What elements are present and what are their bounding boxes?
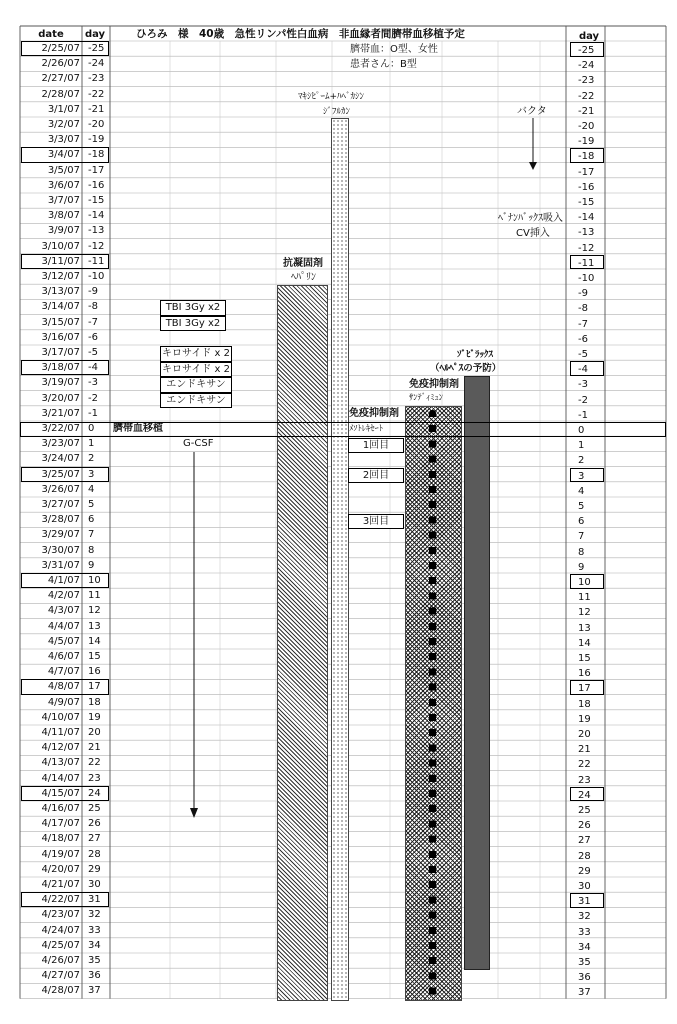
row-date: 3/17/07 <box>41 347 80 358</box>
row-day-right: 17 <box>578 683 591 695</box>
cv-label: CV挿入 <box>516 228 550 239</box>
row-day: 25 <box>88 803 101 814</box>
sulfa-bar <box>331 118 349 1001</box>
row-day-right: 7 <box>578 531 585 543</box>
bactra-label: バクタ <box>517 106 547 117</box>
row-day-right: 3 <box>578 470 585 482</box>
row-date: 3/24/07 <box>41 453 80 465</box>
row-day-right: 2 <box>578 455 585 467</box>
row-date: 3/12/07 <box>41 271 80 282</box>
row-day-right: -13 <box>578 227 595 239</box>
mtx-dose-1: 1回目 <box>348 438 404 453</box>
gcsf-label: G-CSF <box>183 438 214 449</box>
row-day-right: -1 <box>578 409 588 421</box>
row-date: 4/15/07 <box>41 787 80 799</box>
row-date: 4/22/07 <box>41 894 80 906</box>
row-day-right: 23 <box>578 774 591 786</box>
row-date: 3/28/07 <box>41 514 80 526</box>
row-day: 2 <box>88 453 95 465</box>
row-day: -23 <box>88 73 105 85</box>
row-date: 4/7/07 <box>47 666 80 678</box>
row-day-right: -2 <box>578 394 588 406</box>
row-day-right: -16 <box>578 181 595 193</box>
row-day-right: 14 <box>578 637 591 649</box>
mtx-dose-3: 3回目 <box>348 514 404 529</box>
row-day: 29 <box>88 863 101 875</box>
heparin-bar <box>277 285 328 1001</box>
row-day: -4 <box>88 362 98 374</box>
endoxan-box-2: エンドキサン <box>160 393 232 408</box>
row-day: -12 <box>88 240 105 252</box>
row-date: 3/29/07 <box>41 529 80 541</box>
row-day: -3 <box>88 377 98 389</box>
row-day: -8 <box>88 301 98 313</box>
row-day-right: -3 <box>578 379 588 391</box>
row-day-right: 32 <box>578 911 591 923</box>
row-day: 11 <box>88 590 101 602</box>
row-day: -11 <box>88 255 105 267</box>
row-day: -16 <box>88 179 105 191</box>
row-date: 3/25/07 <box>41 468 80 480</box>
row-date: 4/1/07 <box>47 575 80 586</box>
row-day-right: 31 <box>578 896 591 908</box>
row-date: 2/26/07 <box>41 58 80 70</box>
row-day-right: 8 <box>578 546 585 558</box>
row-day: -15 <box>88 195 105 206</box>
row-day: 1 <box>88 438 95 450</box>
row-day: 26 <box>88 818 101 830</box>
row-date: 4/25/07 <box>41 939 80 951</box>
row-date: 4/21/07 <box>41 879 80 890</box>
row-day-right: 5 <box>578 501 585 512</box>
row-date: 4/4/07 <box>47 620 80 632</box>
row-date: 4/18/07 <box>41 833 80 845</box>
row-date: 4/13/07 <box>41 757 80 769</box>
gcsf-arrow-icon <box>186 452 202 820</box>
row-day-right: -9 <box>578 288 588 300</box>
row-date: 4/14/07 <box>41 772 80 784</box>
row-day-right: -18 <box>578 151 595 163</box>
row-date: 4/2/07 <box>47 590 80 602</box>
page-title: ひろみ 様 40歳 急性リンパ性白血病 非血縁者間臍帯血移植予定 <box>136 28 465 40</box>
row-day: 21 <box>88 742 101 754</box>
row-day: 24 <box>88 787 101 799</box>
row-day: 36 <box>88 970 101 982</box>
row-day-right: 21 <box>578 744 591 756</box>
zovirax-bar <box>464 376 490 970</box>
row-day-right: 27 <box>578 835 591 847</box>
sulfa-label: ｼﾞﾌﾙｶﾝ <box>323 107 351 117</box>
row-date: 3/8/07 <box>47 210 80 222</box>
row-date: 4/16/07 <box>41 803 80 814</box>
row-date: 4/8/07 <box>47 681 80 693</box>
row-day: 35 <box>88 955 101 966</box>
row-date: 3/30/07 <box>41 544 80 556</box>
row-day: -20 <box>88 119 105 130</box>
row-day: -2 <box>88 392 98 404</box>
row-date: 3/14/07 <box>41 301 80 313</box>
zovirax-label: ｿﾞﾋﾞﾗｯｸｽ <box>457 350 494 360</box>
row-day-right: 18 <box>578 698 591 710</box>
endoxan-box-1: エンドキサン <box>160 377 232 393</box>
row-date: 3/26/07 <box>41 483 80 495</box>
row-day: 34 <box>88 939 101 951</box>
row-date: 4/3/07 <box>47 605 80 617</box>
row-day-right: -11 <box>578 257 595 269</box>
row-day: 20 <box>88 727 101 738</box>
row-date: 3/22/07 <box>41 423 80 434</box>
row-day: 12 <box>88 605 101 617</box>
bactra-arrow-icon <box>525 118 541 172</box>
row-date: 3/2/07 <box>47 119 80 130</box>
kiroside-box-2: キロサイド x 2 <box>160 362 232 377</box>
row-day-right: 29 <box>578 865 591 877</box>
row-date: 4/9/07 <box>47 696 80 708</box>
row-date: 4/10/07 <box>41 711 80 723</box>
sandimmun-dots <box>429 410 436 1000</box>
row-day-right: 19 <box>578 713 591 725</box>
row-day: -6 <box>88 331 98 343</box>
row-day: -7 <box>88 316 98 328</box>
row-day: 31 <box>88 894 101 906</box>
row-date: 3/3/07 <box>47 134 80 146</box>
row-day-right: -24 <box>578 60 595 72</box>
row-day: -25 <box>88 43 105 54</box>
row-date: 4/17/07 <box>41 818 80 830</box>
row-date: 4/24/07 <box>41 924 80 936</box>
row-date: 3/21/07 <box>41 407 80 419</box>
row-day-right: 13 <box>578 622 591 634</box>
patient-note: 患者さん：B型 <box>350 59 417 70</box>
row-date: 3/31/07 <box>41 559 80 571</box>
row-day-right: -23 <box>578 75 595 87</box>
day-column-header: day <box>84 29 106 40</box>
row-day-right: -4 <box>578 364 588 376</box>
row-day-right: -15 <box>578 197 595 208</box>
row-day: -10 <box>88 271 105 282</box>
row-date: 4/28/07 <box>41 985 80 997</box>
row-day: -9 <box>88 286 98 298</box>
row-day-right: 35 <box>578 957 591 968</box>
row-date: 3/6/07 <box>47 179 80 191</box>
row-day-right: -12 <box>578 242 595 254</box>
row-day: 32 <box>88 909 101 921</box>
row-day-right: 28 <box>578 850 591 862</box>
row-date: 3/18/07 <box>41 362 80 374</box>
row-date: 3/15/07 <box>41 316 80 328</box>
row-date: 3/1/07 <box>47 103 80 115</box>
row-day: 7 <box>88 529 95 541</box>
row-day: 19 <box>88 711 101 723</box>
mtx-label: ﾒｿﾄﾚｷｾｰﾄ <box>349 424 384 434</box>
row-day-right: 1 <box>578 440 585 452</box>
row-day: 28 <box>88 848 101 860</box>
row-day-right: -8 <box>578 303 588 315</box>
row-day-right: 24 <box>578 789 591 801</box>
row-date: 3/13/07 <box>41 286 80 298</box>
date-column-header: date <box>38 29 64 40</box>
row-day-right: -17 <box>578 166 595 178</box>
row-day: 10 <box>88 575 101 586</box>
row-day: 6 <box>88 514 95 526</box>
row-day-right: 36 <box>578 972 591 984</box>
row-day-right: 33 <box>578 926 591 938</box>
row-day-right: -25 <box>578 45 595 56</box>
row-day: 37 <box>88 985 101 997</box>
row-date: 3/5/07 <box>47 164 80 176</box>
kiroside-box-1: キロサイド x 2 <box>160 346 232 362</box>
row-day-right: 10 <box>578 577 591 588</box>
row-day: 15 <box>88 651 101 662</box>
row-day-right: 30 <box>578 881 591 892</box>
row-date: 4/5/07 <box>47 635 80 647</box>
mtx-dose-2: 2回目 <box>348 468 404 483</box>
row-day-right: -19 <box>578 136 595 148</box>
row-day: 33 <box>88 924 101 936</box>
row-day: 30 <box>88 879 101 890</box>
row-day: -19 <box>88 134 105 146</box>
row-day: 17 <box>88 681 101 693</box>
row-day-right: -21 <box>578 105 595 117</box>
row-day: 18 <box>88 696 101 708</box>
immunosuppressant-label-1: 免疫抑制剤 <box>409 379 459 390</box>
row-day: 14 <box>88 635 101 647</box>
row-date: 3/11/07 <box>41 255 80 267</box>
week-marker-right <box>570 468 604 483</box>
tbi-box-1: TBI 3Gy x2 <box>160 300 226 316</box>
row-date: 4/27/07 <box>41 970 80 982</box>
row-day: -22 <box>88 88 105 100</box>
row-day: -14 <box>88 210 105 222</box>
row-date: 3/23/07 <box>41 438 80 450</box>
row-day: 5 <box>88 499 95 510</box>
row-day: -17 <box>88 164 105 176</box>
row-day: -5 <box>88 347 98 358</box>
row-day-right: -20 <box>578 121 595 132</box>
row-day-right: 25 <box>578 805 591 816</box>
row-day: 0 <box>88 423 95 434</box>
row-date: 2/28/07 <box>41 88 80 100</box>
row-day-right: 20 <box>578 729 591 740</box>
row-day-right: 6 <box>578 516 585 528</box>
row-day-right: 9 <box>578 561 585 573</box>
row-day-right: 16 <box>578 668 591 680</box>
row-day-right: -6 <box>578 333 588 345</box>
row-day-right: -10 <box>578 273 595 284</box>
row-day-right: 15 <box>578 653 591 664</box>
row-date: 3/20/07 <box>41 392 80 404</box>
transplant-day-row-frame <box>20 422 666 437</box>
row-day-right: 11 <box>578 592 591 604</box>
row-day-right: 12 <box>578 607 591 619</box>
row-day-right: 37 <box>578 987 591 999</box>
row-day: -1 <box>88 407 98 419</box>
row-date: 4/23/07 <box>41 909 80 921</box>
row-date: 4/11/07 <box>41 727 80 738</box>
row-day: 22 <box>88 757 101 769</box>
row-date: 3/9/07 <box>47 225 80 237</box>
pentamidine-label: ﾍﾞﾅﾝﾊﾞｯｸｽ吸入 <box>498 213 563 224</box>
row-day: -13 <box>88 225 105 237</box>
row-day-right: 22 <box>578 759 591 771</box>
row-date: 3/16/07 <box>41 331 80 343</box>
heparin-label: ﾍﾊﾟﾘﾝ <box>291 272 316 283</box>
row-date: 4/26/07 <box>41 955 80 966</box>
row-date: 4/19/07 <box>41 848 80 860</box>
row-date: 3/4/07 <box>47 149 80 161</box>
row-day-right: -14 <box>578 212 595 224</box>
tbi-box-2: TBI 3Gy x2 <box>160 316 226 331</box>
day-column-header-right: day <box>578 31 600 42</box>
row-date: 2/25/07 <box>41 43 80 54</box>
row-day-right: 4 <box>578 485 585 497</box>
row-date: 3/10/07 <box>41 240 80 252</box>
row-day-right: 0 <box>578 425 585 436</box>
row-day: 4 <box>88 483 95 495</box>
row-day-right: 34 <box>578 941 591 953</box>
transplant-label: 臍帯血移植 <box>113 423 163 434</box>
row-date: 4/20/07 <box>41 863 80 875</box>
row-date: 3/27/07 <box>41 499 80 510</box>
row-day: -21 <box>88 103 105 115</box>
anticoagulant-label: 抗凝固剤 <box>283 258 323 269</box>
row-day: -18 <box>88 149 105 161</box>
row-day-right: -7 <box>578 318 588 330</box>
row-day-right: -5 <box>578 349 588 360</box>
cord-blood-note: 臍帯血：O型、女性 <box>350 44 438 55</box>
row-date: 3/7/07 <box>47 195 80 206</box>
row-day: 13 <box>88 620 101 632</box>
maxipime-label: ﾏｷｼﾋﾟｰﾑ+ﾊﾍﾞｶｼﾝ <box>298 92 365 102</box>
row-day-right: 26 <box>578 820 591 832</box>
row-date: 2/27/07 <box>41 73 80 85</box>
sandimmun-label: ｻﾝﾃﾞｨﾐｭﾝ <box>409 393 444 403</box>
immunosuppressant-label-2: 免疫抑制剤 <box>349 408 399 419</box>
row-day: 23 <box>88 772 101 784</box>
row-day: 9 <box>88 559 95 571</box>
row-date: 3/19/07 <box>41 377 80 389</box>
row-day: 16 <box>88 666 101 678</box>
row-day-right: -22 <box>578 90 595 102</box>
row-day: 8 <box>88 544 95 556</box>
row-date: 4/6/07 <box>47 651 80 662</box>
herpes-prevention-label: （ﾍﾙﾍﾟｽの予防） <box>430 363 502 374</box>
row-date: 4/12/07 <box>41 742 80 754</box>
row-day: 3 <box>88 468 95 480</box>
row-day: -24 <box>88 58 105 70</box>
row-day: 27 <box>88 833 101 845</box>
